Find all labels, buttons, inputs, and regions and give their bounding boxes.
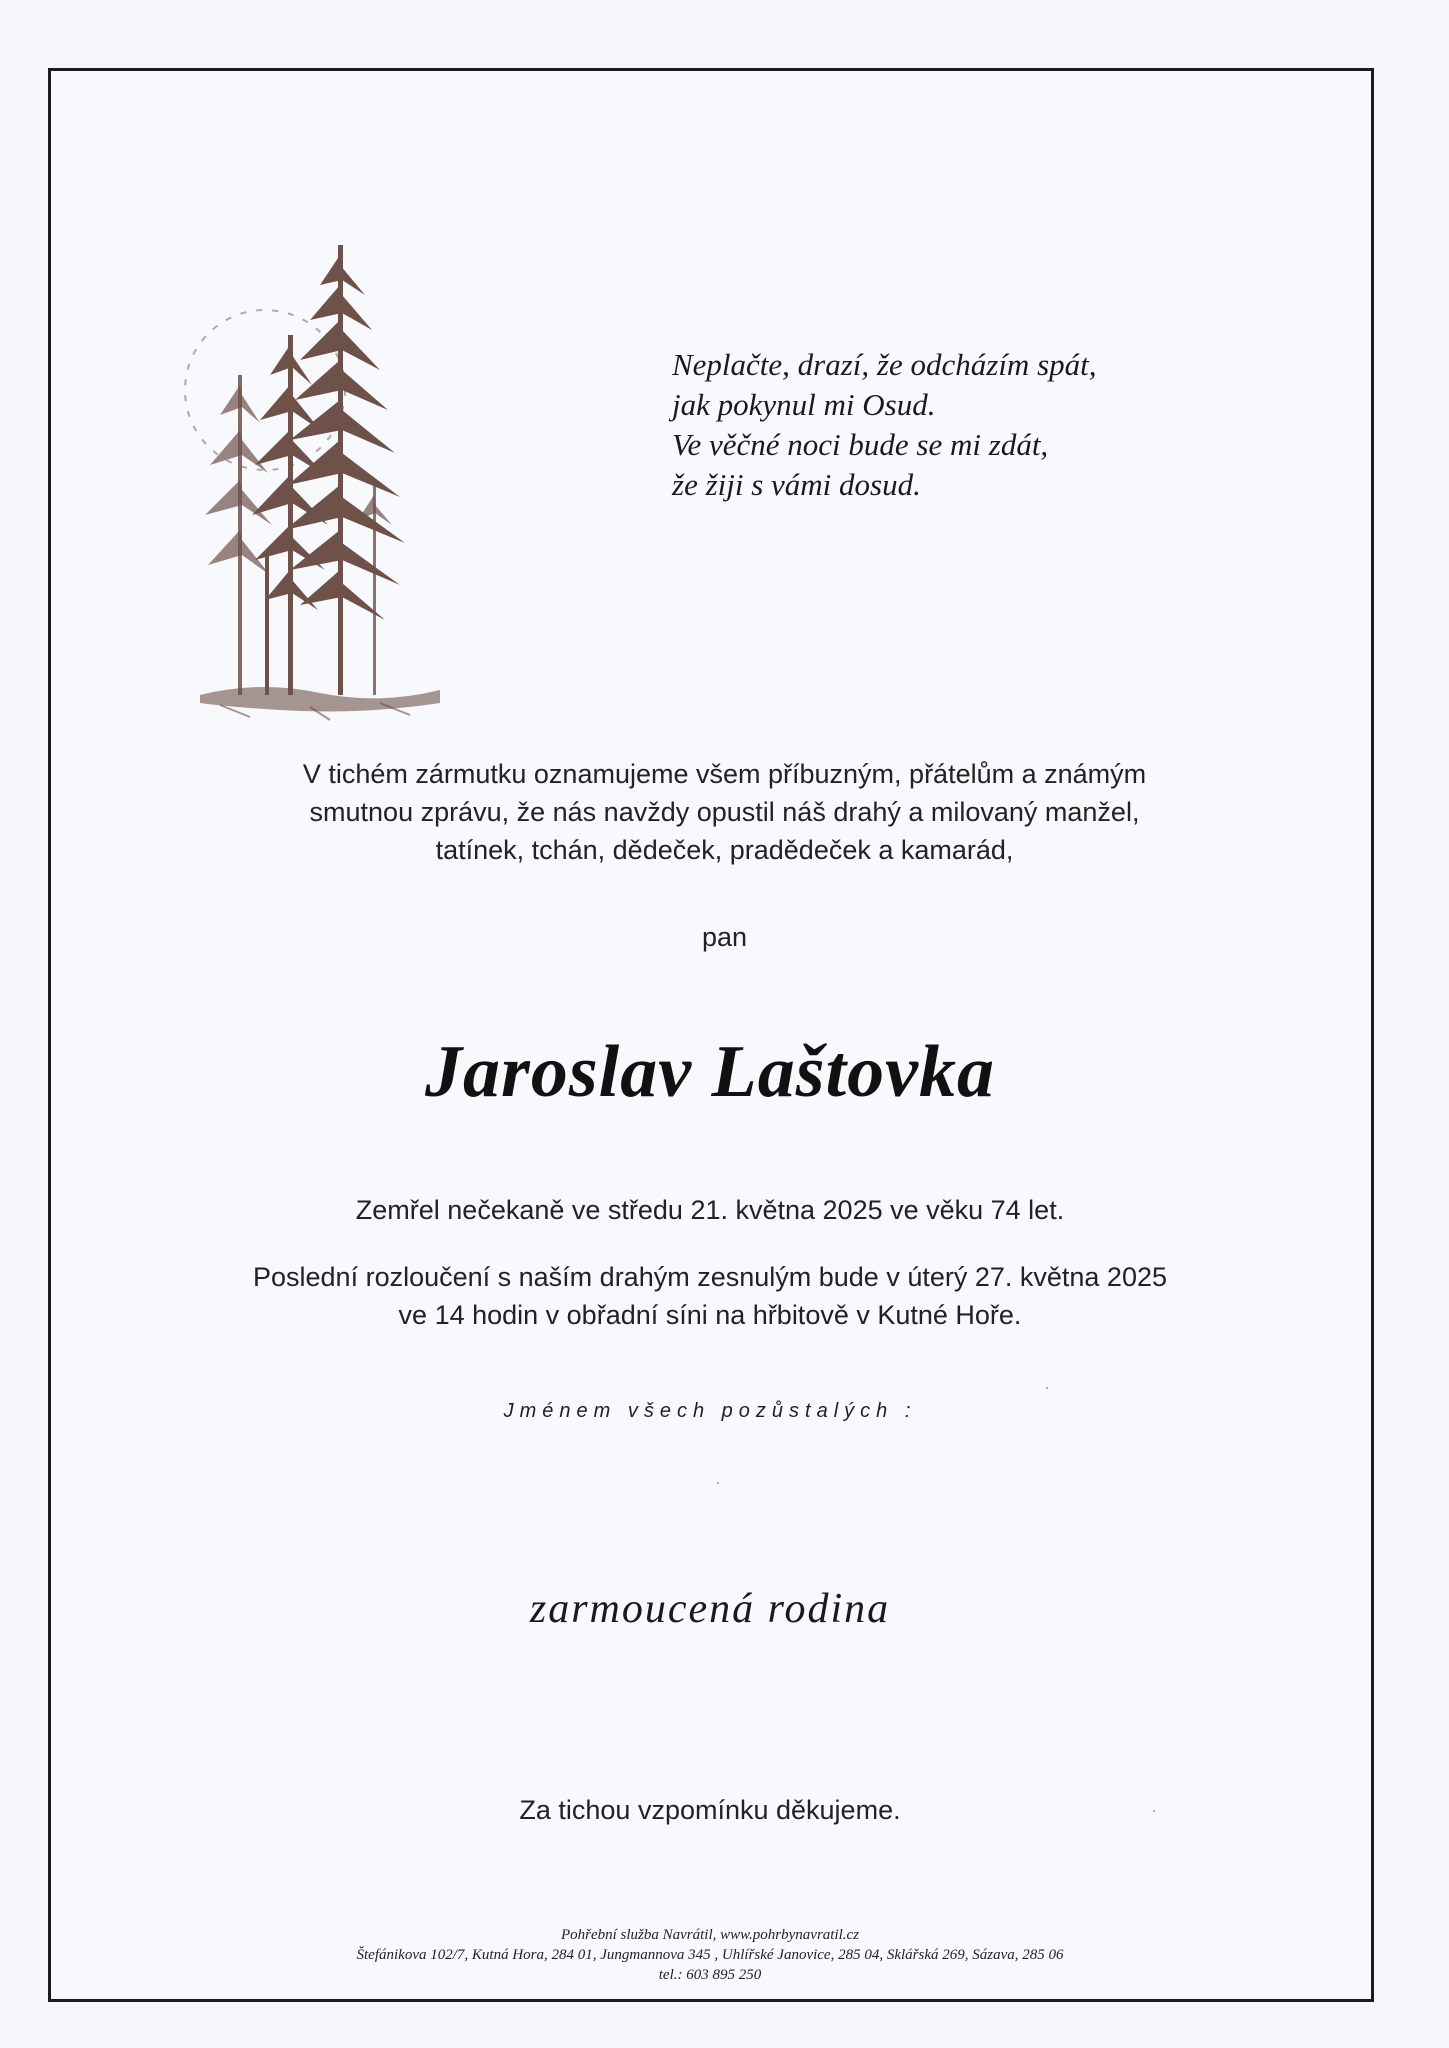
death-notice: Zemřel nečekaně ve středu 21. května 2025 ve věku 74 let. bbox=[355, 1195, 1065, 1225]
poem-line: jak pokynul mi Osud. bbox=[672, 387, 936, 422]
poem-line: Neplačte, drazí, že odcházím spát, bbox=[672, 347, 1097, 382]
on-behalf-label: Jménem všech pozůstalých : bbox=[503, 1400, 917, 1422]
farewell-line: Poslední rozloučení s naším drahým zesnulým bude v úterý 27. května 2025 bbox=[253, 1262, 1167, 1292]
funeral-service-footer bbox=[0, 1925, 1420, 1985]
salutation: pan bbox=[701, 922, 748, 952]
poem-line: Ve věčné noci bude se mi zdát, bbox=[672, 427, 1049, 462]
pine-trees-illustration bbox=[160, 225, 480, 725]
family-signature: zarmoucená rodina bbox=[529, 1586, 891, 1632]
poem-line: že žiji s vámi dosud. bbox=[672, 467, 921, 502]
footer-line: Štefánikova 102/7, Kutná Hora, 284 01, Jungmannova 345 , Uhlířské Janovice, 285 04, Sklářská 269, Sázava, 285 06 bbox=[356, 1947, 1064, 1963]
announcement-line: V tichém zármutku oznamujeme všem příbuzným, přátelům a známým bbox=[302, 759, 1147, 789]
footer-line: Pohřební služba Navrátil, www.pohrbynavratil.cz bbox=[560, 1927, 860, 1943]
announcement-line: tatínek, tchán, dědeček, pradědeček a kamarád, bbox=[435, 835, 1014, 865]
poem bbox=[672, 345, 1232, 505]
announcement bbox=[0, 755, 1449, 869]
scan-speck bbox=[1046, 1387, 1048, 1389]
scan-speck bbox=[717, 1482, 719, 1484]
footer-line: tel.: 603 895 250 bbox=[658, 1967, 762, 1983]
deceased-name: Jaroslav Laštovka bbox=[425, 1031, 995, 1113]
farewell-line: ve 14 hodin v obřadní síni na hřbitově v Kutné Hoře. bbox=[398, 1300, 1022, 1330]
announcement-line: smutnou zprávu, že nás navždy opustil náš drahý a milovaný manžel, bbox=[309, 797, 1140, 827]
scan-speck bbox=[1153, 1810, 1155, 1812]
farewell-info bbox=[0, 1258, 1420, 1334]
thanks-text: Za tichou vzpomínku děkujeme. bbox=[519, 1795, 901, 1825]
